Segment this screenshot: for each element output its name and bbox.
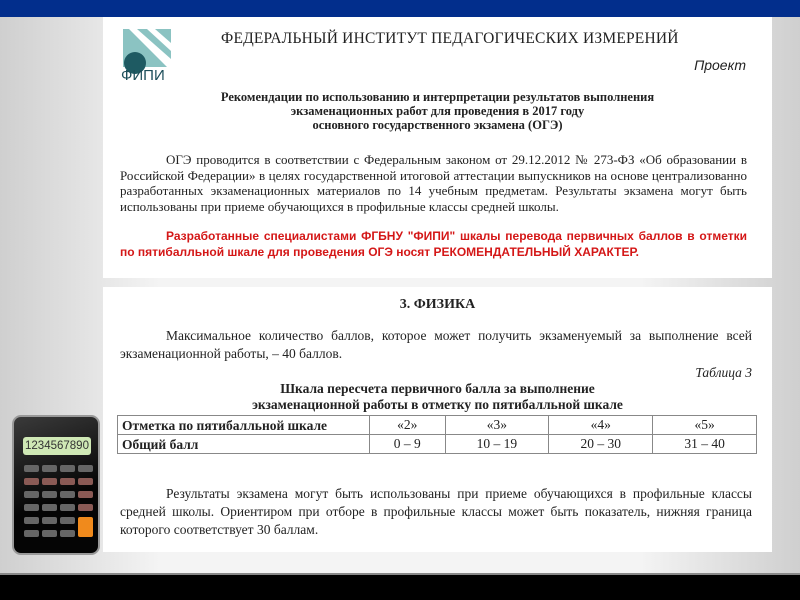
calculator-key <box>60 530 75 537</box>
range-cell: 20 – 30 <box>549 435 653 454</box>
calculator-key <box>42 530 57 537</box>
score-conversion-table <box>117 415 757 454</box>
title-line: экзаменационных работ для проведения в 2017 году <box>290 104 585 118</box>
calculator-key <box>24 465 39 472</box>
grade-cell: «5» <box>653 416 757 435</box>
calculator-key <box>78 517 93 537</box>
institute-name: ФЕДЕРАЛЬНЫЙ ИНСТИТУТ ПЕДАГОГИЧЕСКИХ ИЗМЕРЕНИЙ <box>221 30 679 47</box>
logo-text: ФИПИ <box>121 67 165 84</box>
calculator-key <box>42 517 57 524</box>
grade-cell: «4» <box>549 416 653 435</box>
max-score-paragraph: Максимальное количество баллов, которое может получить экзаменуемый за выполнение всей экзаменационной работы, – 40 баллов. <box>120 328 752 361</box>
results-paragraph: Результаты экзамена могут быть использованы при приеме обучающихся в профильные классы средней школы. Ориентиром при отборе в профильные классы может быть показатель, нижняя граница которого соответствует 30 баллам. <box>120 486 752 537</box>
range-cell: 0 – 9 <box>370 435 446 454</box>
calculator-key <box>42 465 57 472</box>
physics-section-panel <box>103 287 772 552</box>
notice-paragraph: Разработанные специалистами ФГБНУ "ФИПИ" шкалы перевода первичных баллов в отметки по пятибалльной шкале для проведения ОГЭ носят РЕКОМЕНДАТЕЛЬНЫЙ ХАРАКТЕР. <box>120 229 747 259</box>
table-title-line: экзаменационной работы в отметку по пятибалльной шкале <box>252 397 623 412</box>
document-title <box>103 90 772 132</box>
calculator-key <box>42 478 57 485</box>
calculator-key <box>78 478 93 485</box>
bottom-band <box>0 573 800 600</box>
calculator-key <box>78 504 93 511</box>
table-number: Таблица 3 <box>695 365 752 380</box>
grade-cell: «2» <box>370 416 446 435</box>
calculator-display: 1234567890 <box>23 437 91 455</box>
calculator-key <box>24 491 39 498</box>
table-title-line: Шкала пересчета первичного балла за выполнение <box>280 381 595 396</box>
calculator-key <box>42 504 57 511</box>
calculator-key <box>24 530 39 537</box>
grade-cell: «3» <box>445 416 549 435</box>
calculator-key <box>24 504 39 511</box>
range-cell: 31 – 40 <box>653 435 757 454</box>
section-title: 3. ФИЗИКА <box>399 297 476 312</box>
table-row <box>118 435 757 454</box>
calculator-key <box>24 478 39 485</box>
calculator-key <box>24 517 39 524</box>
document-header-panel <box>103 17 772 278</box>
top-band <box>0 0 800 17</box>
calculator-key <box>60 517 75 524</box>
range-cell: 10 – 19 <box>445 435 549 454</box>
calculator-key <box>60 504 75 511</box>
row-header: Общий балл <box>118 435 370 454</box>
calculator-icon <box>12 415 100 555</box>
title-line: основного государственного экзамена (ОГЭ) <box>312 118 563 132</box>
calculator-key <box>60 478 75 485</box>
calculator-key <box>60 465 75 472</box>
table-row <box>118 416 757 435</box>
title-line: Рекомендации по использованию и интерпретации результатов выполнения <box>220 90 655 104</box>
row-header: Отметка по пятибалльной шкале <box>118 416 370 435</box>
calculator-key <box>60 491 75 498</box>
calculator-key <box>78 491 93 498</box>
calculator-key <box>78 465 93 472</box>
draft-label: Проект <box>694 57 746 73</box>
intro-paragraph: ОГЭ проводится в соответствии с Федеральным законом от 29.12.2012 № 273-ФЗ «Об образовании в Российской Федерации» в целях государственной итоговой аттестации выпускников на основе централизованно разработанных экзаменационных материалов по 14 учебным предметам. Результаты экзамена могут быть использованы при приеме обучающихся в профильные классы средней школы. <box>120 152 747 214</box>
calculator-key <box>42 491 57 498</box>
table-title <box>103 381 772 413</box>
